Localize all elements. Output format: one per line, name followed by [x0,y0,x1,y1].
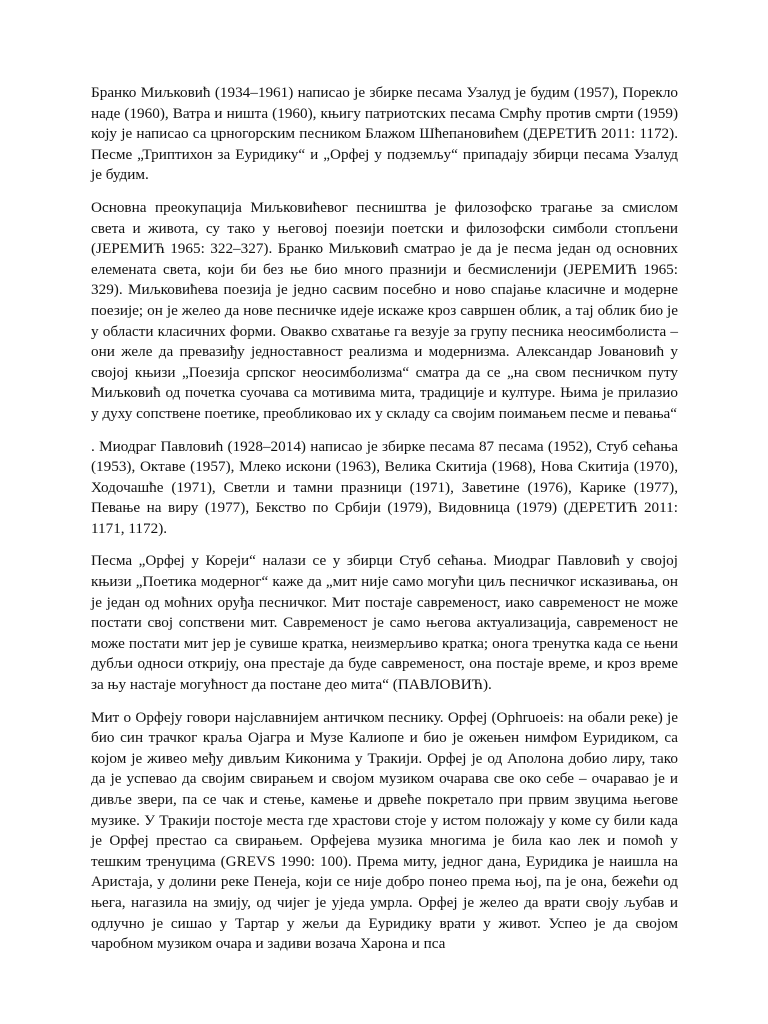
paragraph-orpheus-myth: Мит о Орфеју говори најславнијем античком песнику. Орфеј (Ophruoeis: на обали реке) је био син трачког краља Ојагра и Музе Калиопе и био је ожењен нимфом Еуридиком, са којом је живео међу дивљим Киконима у Тракији. Орфеј је од Аполона добио лиру, тако да је успевао да својим свирањем и својом музиком очарава све око себе – очаравао је и дивље звери, па се чак и стење, камење и дрвеће покретало при првим звуцима његове музике. У Тракији постоје места где храстови стоје у истом положају у коме су били када је Орфеј престао са свирањем. Орфејева музика многима је била као лек и помоћ у тешким тренуцима (GREVS 1990: 100). Према миту, једног дана, Еуридика је наишла на Аристаја, у долини реке Пенеја, који се није добро понео према њој, па је она, бежећи од њега, нагазила на змију, од чијег је уједа умрла. Орфеј је желео да врати своју љубав и одлучно је сишао у Тартар у жељи да Еуридику врати у живот. Успео је да својом чаробном музиком очара и задиви возача Харона и пса [91,708,678,953]
paragraph-orfej-u-koreji: Песма „Орфеј у Кореји“ налази се у збирци Стуб сећања. Миодраг Павловић у својој књизи „Поетика модерног“ каже да „мит није само могући циљ песничког исказивања, он је један од моћних оруђа песничког. Мит постаје савременост, иако савременост не може постати свој сопствени мит. Савременост је само његова актуализација, савременост не може постати мит јер је сувише кратка, неизмерљиво кратка; онога тренутка када се њени дубљи односи открију, она престаје да буде савременост, она постаје време, и кроз време за њу настаје могућност да постане део мита“ (ПАВЛОВИЋ). [91,552,678,694]
paragraph-miljkovic-poetics: Основна преокупација Миљковићевог песништва је филозофско трагање за смислом света и живота, су тако у његовој поезији поетски и филозофски симболи стопљени (ЈЕРЕМИЋ 1965: 322–327). Бранко Миљковић сматрао је да је песма један од основних елемената света, који би без ње био много празнији и бесмисленији (ЈЕРЕМИЋ 1965: 329). Миљковићева поезија је једно сасвим посебно и ново спајање класичне и модерне поезије; он је желео да нове песничке идеје искаже кроз савршен облик, а тај облик био је у области класичних форми. Овакво схватање га везује за групу песника неосимболиста – они желе да превазиђу једноставност реализма и модернизма. Александар Јовановић у својој књизи „Поезија српског неосимболизма“ сматра да се „на свом песничком путу Миљковић од почетка суочава са мотивима мита, традиције и културе. Њима је прилазио у духу сопствене поетике, преобликовао их у складу са својим поимањем песме и певања“ [91,198,678,422]
paragraph-pavlovic-works: . Миодраг Павловић (1928–2014) написао је збирке песама 87 песама (1952), Стуб сећања (1953), Октаве (1957), Млеко искони (1963), Велика Скитија (1968), Нова Скитија (1970), Ходочашће (1971), Светли и тамни празници (1971), Заветине (1976), Карике (1977), Певање на виру (1977), Бекство по Србији (1979), Видовница (1979) (ДЕРЕТИЋ 2011: 1171, 1172). [91,437,678,537]
paragraph-miljkovic-works: Бранко Миљковић (1934–1961) написао је збирке песама Узалуд је будим (1957), Порекло наде (1960), Ватра и ништа (1960), књигу патриотских песама Смрћу против смрти (1959) коју је написао са црногорским песником Блажом Шћепановићем (ДЕРЕТИЋ 2011: 1172). Песме „Триптихон за Еуридику“ и „Орфеј у подземљу“ припадају збирци песама Узалуд је будим. [91,84,678,184]
